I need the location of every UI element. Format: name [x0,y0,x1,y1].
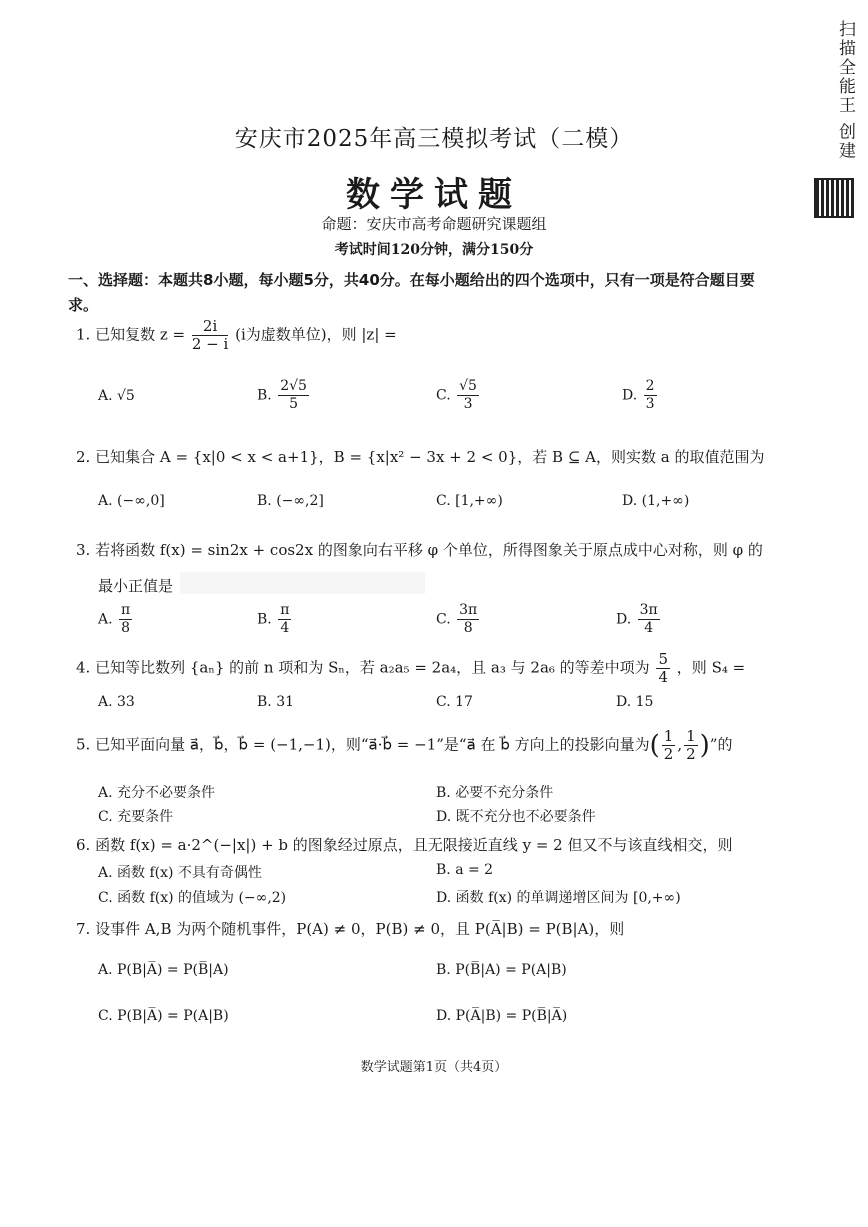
q4-option-a: A. 33 [98,694,135,710]
question-6: 6. 函数 f(x) = a·2^(−|x|) + b 的图象经过原点，且无限接近直线 y = 2 但又不与该直线相交，则 [76,836,733,854]
q6-option-d: D. 函数 f(x) 的单调递增区间为 [0,+∞) [436,890,681,906]
q4-option-c: C. 17 [436,694,473,710]
q1-post: (i为虚数单位)，则 |z| = [235,325,397,344]
question-7: 7. 设事件 A,B 为两个随机事件，P(A) ≠ 0，P(B) ≠ 0，且 P(A̅|B) = P(B|A)，则 [76,920,625,938]
author-line: 命题：安庆市高考命题研究课题组 [321,215,547,233]
q1-option-b: B. $\frac{2√5}{5}$ [257,378,307,412]
q5-option-a: A. 充分不必要条件 [98,785,216,801]
q3-option-a: A. $\frac{\pi}{8}$ [98,602,131,636]
question-4: 4. 已知等比数列 {aₙ} 的前 n 项和为 Sₙ，若 a₂a₅ = 2a₄，且 a₃ 与 2a₆ 的等差中项为 $\frac{5}{4}$ ，则 S₄ = [76,650,746,686]
q7-option-c: C. P(B|A̅) = P(A|B) [98,1008,229,1024]
question-1 [76,318,397,353]
q4-option-b: B. 31 [257,694,295,710]
q1-pre: 1. 已知复数 z = [76,325,186,344]
scan-smudge [180,572,425,594]
q4-option-d: D. 15 [616,694,654,710]
q7-option-a: A. P(B|A̅) = P(B̅|A) [98,962,229,978]
q3-option-b: B. $\frac{\pi}{4}$ [257,602,290,636]
q6-option-c: C. 函数 f(x) 的值域为 (−∞,2) [98,890,287,906]
question-5: 5. 已知平面向量 a⃗，b⃗，b⃗ = (−1,−1)，则“a⃗·b⃗ = −1”是“a⃗ 在 b⃗ 方向上的投影向量为( $\frac{1}{2}$ , $\frac{1}{2}$ )”的 [76,727,733,763]
page-footer: 数学试题第1页（共4页） [360,1060,508,1075]
section-heading: 一、选择题：本题共8小题，每小题5分，共40分。在每小题给出的四个选项中，只有一项是符合题目要求。 [68,271,755,314]
q3-option-d: D. $\frac{3\pi}{4}$ [616,602,658,636]
scanner-watermark: 扫描全能王 创建 [835,20,855,161]
q1-option-c: C. $\frac{√5}{3}$ [436,378,477,412]
q2-option-b: B. (−∞,2] [257,493,324,509]
question-2: 2. 已知集合 A = {x|0 < x < a+1}，B = {x|x² − 3x + 2 < 0}，若 B ⊆ A，则实数 a 的取值范围为 [76,448,765,466]
exam-title: 安庆市2025年高三模拟考试（二模） [234,126,634,152]
q5-option-c: C. 充要条件 [98,809,174,825]
q2-option-d: D. (1,+∞) [622,493,690,509]
q6-option-b: B. a = 2 [436,862,494,878]
q5-option-b: B. 必要不充分条件 [436,785,554,801]
q7-option-d: D. P(A̅|B) = P(B̅|A̅) [436,1008,568,1024]
q6-option-a: A. 函数 f(x) 不具有奇偶性 [98,865,262,881]
time-line: 考试时间120分钟，满分150分 [334,242,534,258]
q3-option-c: C. $\frac{3\pi}{8}$ [436,602,478,636]
q2-option-a: A. (−∞,0] [98,493,165,509]
q1-fraction: $\frac{2i}{2 - i}$ [191,317,229,353]
subject-title: 数学试题 [346,175,522,215]
question-3-cont: 最小正值是 [98,577,174,595]
q1-option-d: D. $\frac{2}{3}$ [622,378,655,412]
question-3: 3. 若将函数 f(x) = sin2x + cos2x 的图象向右平移 φ 个单位，所得图象关于原点成中心对称，则 φ 的 [76,541,763,559]
q7-option-b: B. P(B̅|A) = P(A|B) [436,962,567,978]
q2-option-c: C. [1,+∞) [436,493,503,509]
q1-option-a: A. √5 [98,388,135,404]
q5-option-d: D. 既不充分也不必要条件 [436,809,596,825]
